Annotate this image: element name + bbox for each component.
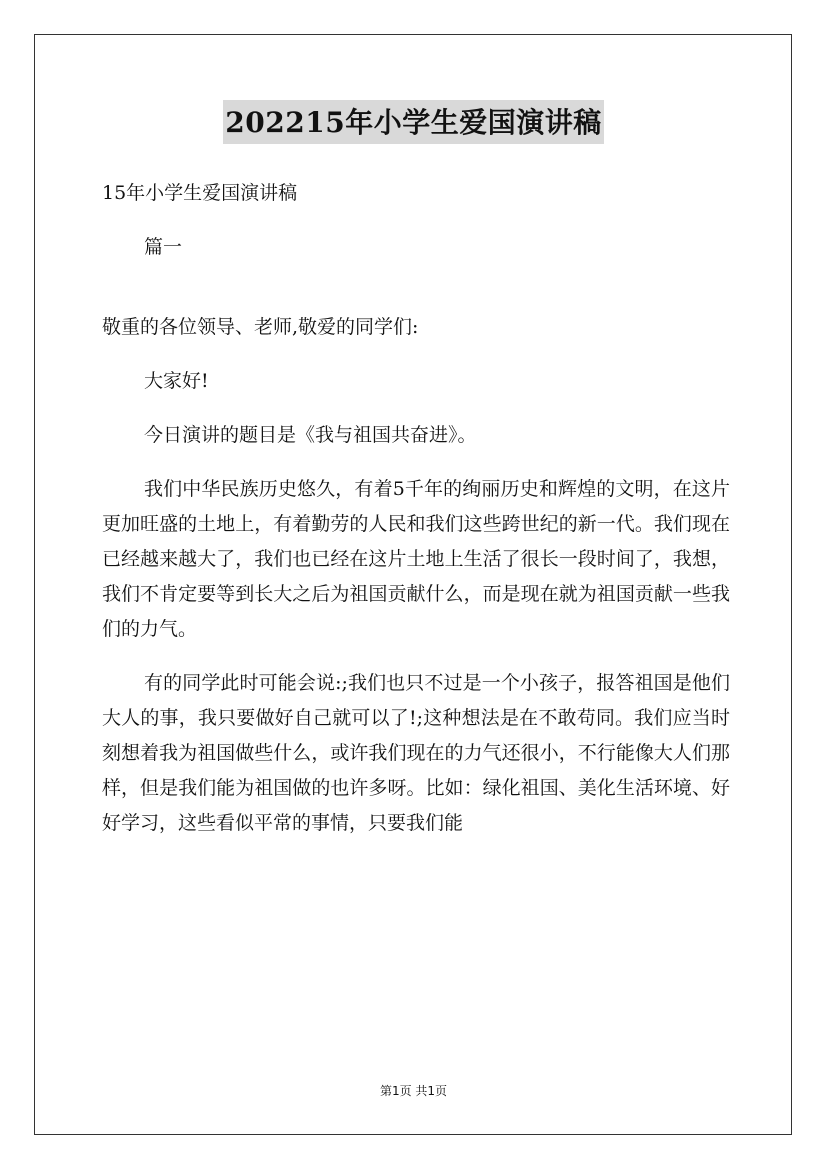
page-number: 第1页 共1页 [379, 1084, 448, 1098]
document-title: 202215年小学生爱国演讲稿 [223, 100, 603, 144]
document-body [102, 176, 730, 860]
paragraph: 大家好! [144, 370, 209, 392]
section-heading: 篇一 [144, 236, 183, 258]
page-footer [0, 1082, 827, 1099]
greeting-line: 敬重的各位领导、老师,敬爱的同学们: [102, 316, 419, 338]
document-title-block [0, 100, 827, 144]
document-subtitle: 15年小学生爱国演讲稿 [102, 182, 298, 204]
paragraph: 有的同学此时可能会说:;我们也只不过是一个小孩子，报答祖国是他们大人的事，我只要做好自己就可以了!;这种想法是在不敢苟同。我们应当时刻想着我为祖国做些什么，或许我们现在的力气还很小，不行能像大人们那样，但是我们能为祖国做的也许多呀。比如：绿化祖国、美化生活环境、好好学习，这些看似平常的事情，只要我们能 [102, 672, 730, 834]
paragraph: 我们中华民族历史悠久，有着5千年的绚丽历史和辉煌的文明，在这片更加旺盛的土地上，有着勤劳的人民和我们这些跨世纪的新一代。我们现在已经越来越大了，我们也已经在这片土地上生活了很长一段时间了，我想，我们不肯定要等到长大之后为祖国贡献什么，而是现在就为祖国贡献一些我们的力气。 [102, 478, 730, 640]
paragraph: 今日演讲的题目是《我与祖国共奋进》。 [144, 424, 477, 446]
